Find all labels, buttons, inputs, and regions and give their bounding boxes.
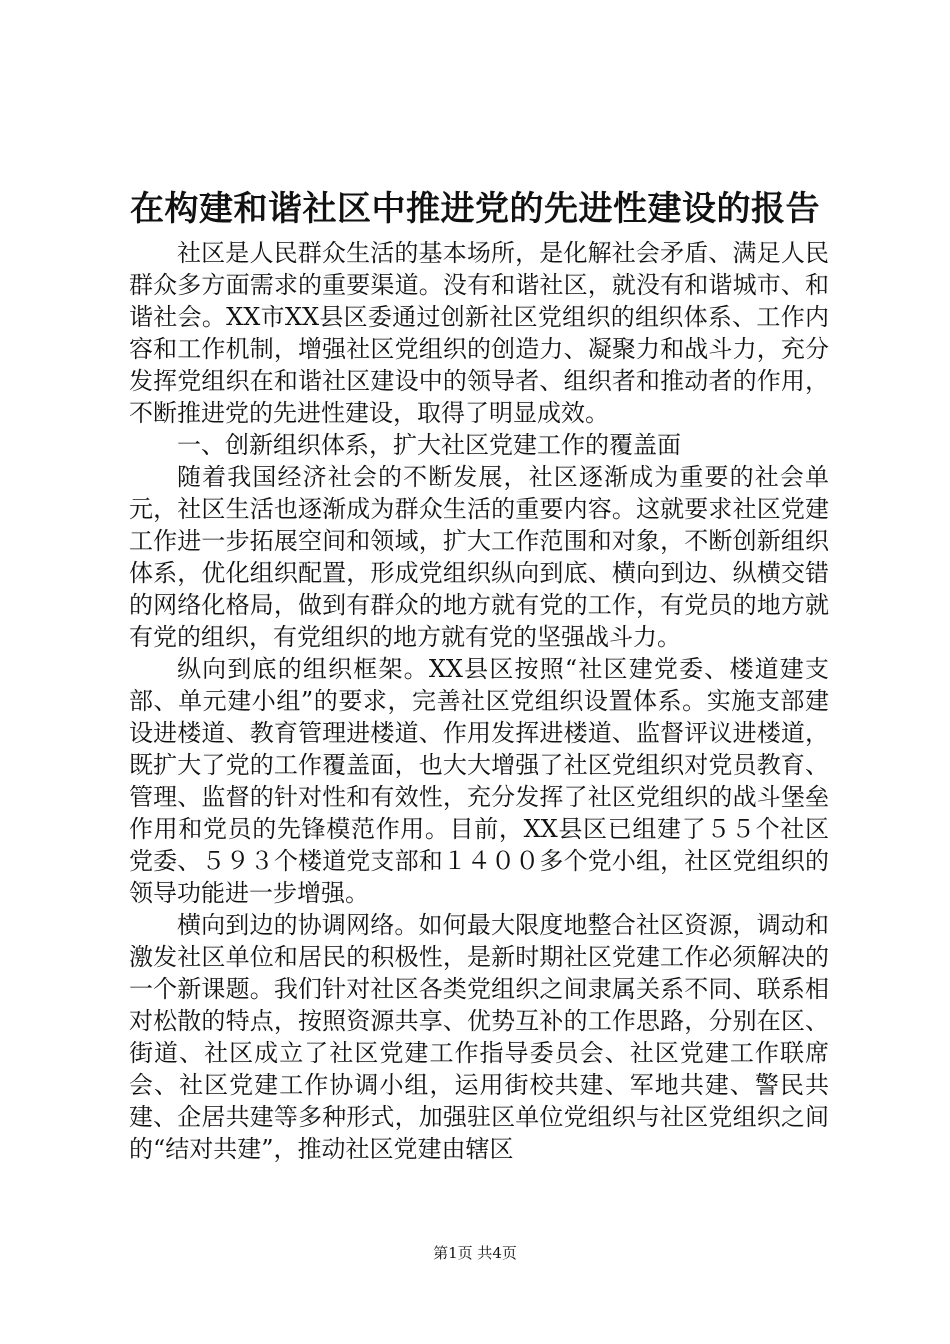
- document-title: 在构建和谐社区中推进党的先进性建设的报告: [130, 189, 820, 229]
- section-heading-1: 一、创新组织体系，扩大社区党建工作的覆盖面: [177, 431, 681, 459]
- paragraph-section-1: 随着我国经济社会的不断发展，社区逐渐成为重要的社会单元，社区生活也逐渐成为群众生活的重要内容。这就要求社区党建工作进一步拓展空间和领域，扩大工作范围和对象，不断创新组织体系，优化组织配置，形成党组织纵向到底、横向到边、纵横交错的网络化格局，做到有群众的地方就有党的工作，有党员的地方就有党的组织，有党组织的地方就有党的坚强战斗力。: [129, 463, 829, 651]
- paragraph-vertical-framework: 纵向到底的组织框架。XX县区按照“社区建党委、楼道建支部、单元建小组”的要求，完善社区党组织设置体系。实施支部建设进楼道、教育管理进楼道、作用发挥进楼道、监督评议进楼道，既扩大了党的工作覆盖面，也大大增强了社区党组织对党员教育、管理、监督的针对性和有效性，充分发挥了社区党组织的战斗堡垒作用和党员的先锋模范作用。目前，XX县区已组建了５５个社区党委、５９３个楼道党支部和１４００多个党小组，社区党组织的领导功能进一步增强。: [129, 655, 829, 907]
- document-body: [129, 237, 829, 1165]
- page-number-footer: 第1页 共4页: [433, 1244, 517, 1262]
- paragraph-intro: 社区是人民群众生活的基本场所，是化解社会矛盾、满足人民群众多方面需求的重要渠道。没有和谐社区，就没有和谐城市、和谐社会。XX市XX县区委通过创新社区党组织的组织体系、工作内容和工作机制，增强社区党组织的创造力、凝聚力和战斗力，充分发挥党组织在和谐社区建设中的领导者、组织者和推动者的作用，不断推进党的先进性建设，取得了明显成效。: [129, 239, 829, 427]
- paragraph-horizontal-network: 横向到边的协调网络。如何最大限度地整合社区资源，调动和激发社区单位和居民的积极性，是新时期社区党建工作必须解决的一个新课题。我们针对社区各类党组织之间隶属关系不同、联系相对松散的特点，按照资源共享、优势互补的工作思路，分别在区、街道、社区成立了社区党建工作指导委员会、社区党建工作联席会、社区党建工作协调小组，运用街校共建、军地共建、警民共建、企居共建等多种形式，加强驻区单位党组织与社区党组织之间的“结对共建”，推动社区党建由辖区: [129, 911, 829, 1163]
